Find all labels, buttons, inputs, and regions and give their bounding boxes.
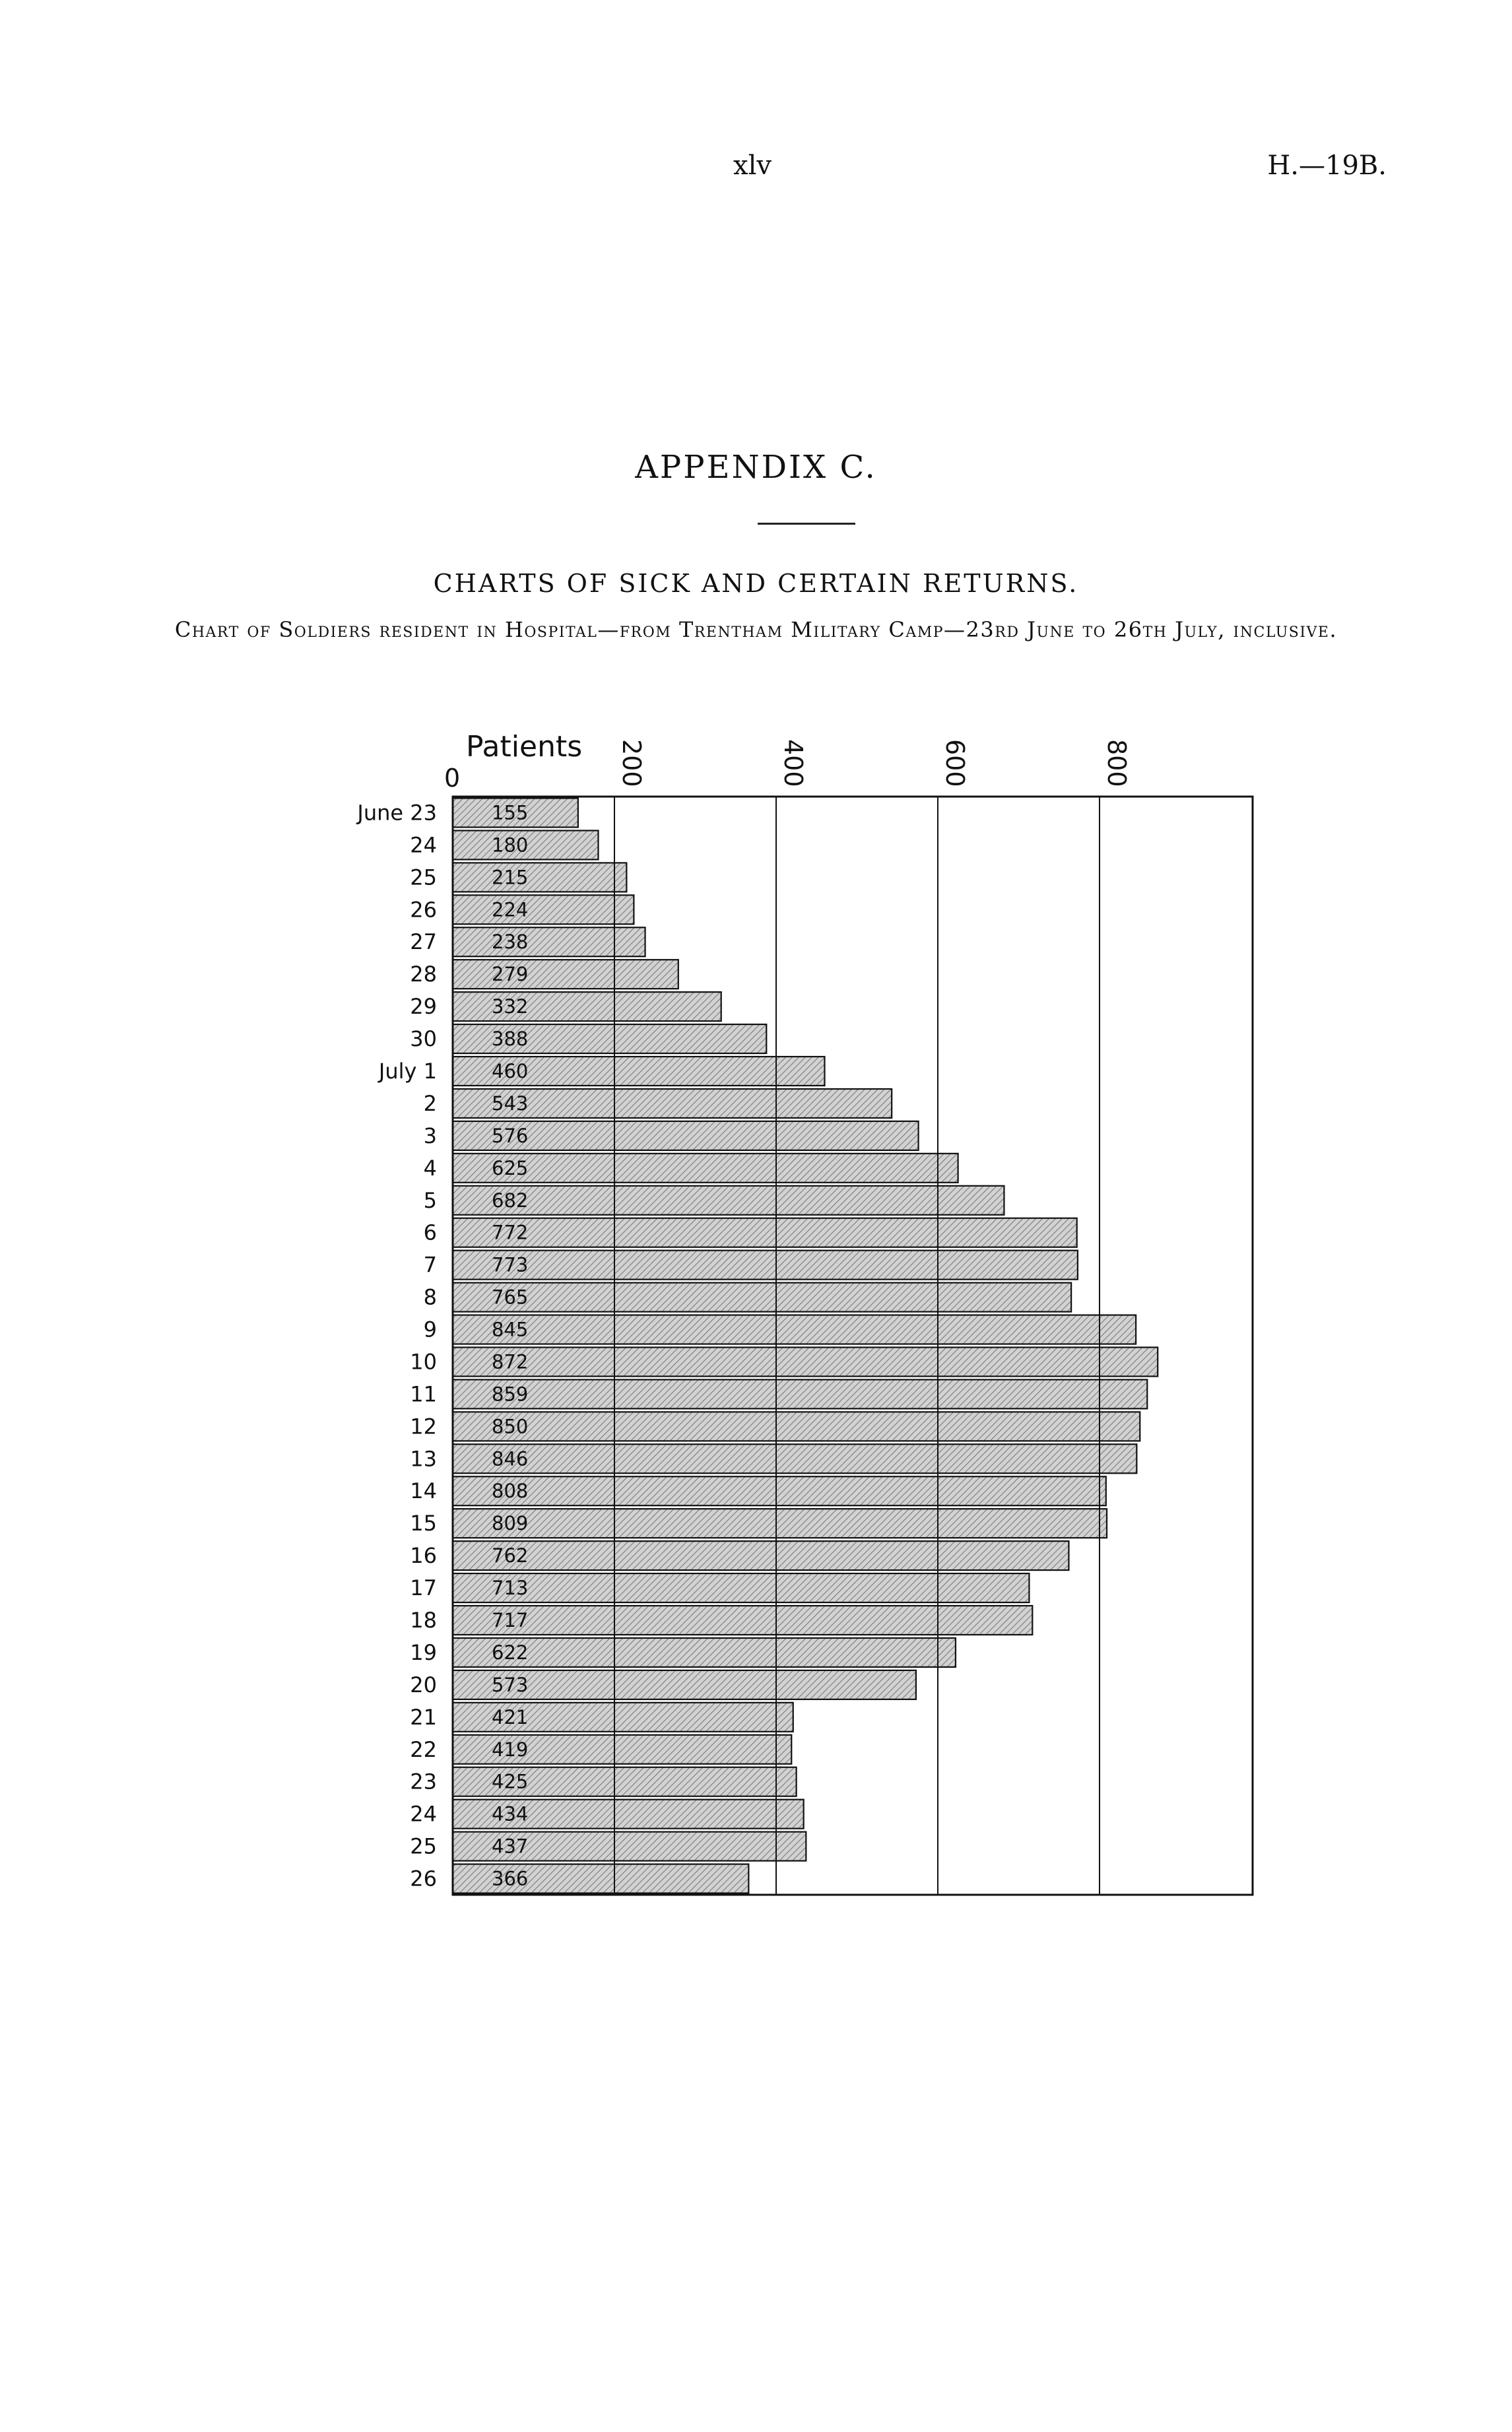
x-tick-label: 200 — [617, 739, 646, 787]
value-label: 622 — [492, 1641, 529, 1664]
value-label: 238 — [492, 931, 529, 954]
bar — [453, 1251, 1078, 1280]
value-label: 388 — [492, 1028, 529, 1051]
y-category-label: 21 — [410, 1704, 437, 1730]
value-label: 765 — [492, 1286, 529, 1309]
value-label: 421 — [492, 1705, 529, 1728]
x-tick-label: 0 — [444, 764, 461, 793]
value-label: 808 — [492, 1480, 529, 1503]
value-label: 279 — [492, 963, 529, 986]
y-category-label: 11 — [410, 1381, 437, 1407]
chart-title: Chart of Soldiers resident in Hospital—from Trentham Military Camp—23rd June to 26th July, inclusive. — [174, 617, 1338, 642]
value-label: 425 — [492, 1770, 529, 1793]
bar — [453, 1218, 1077, 1247]
value-label: 576 — [492, 1124, 529, 1147]
y-category-label: 29 — [410, 994, 437, 1020]
bar — [453, 1509, 1107, 1538]
value-label: 434 — [492, 1802, 529, 1825]
y-category-label: 16 — [410, 1543, 437, 1569]
axis-title: Patients — [466, 730, 583, 764]
y-category-label: 19 — [410, 1639, 437, 1665]
bar — [453, 1283, 1071, 1312]
y-category-label: 7 — [423, 1252, 437, 1278]
bar — [453, 1606, 1032, 1635]
y-category-label: 24 — [410, 1801, 437, 1827]
value-label: 366 — [492, 1867, 529, 1890]
value-label: 332 — [492, 995, 529, 1018]
value-label: 682 — [492, 1189, 529, 1212]
y-category-label: June 23 — [357, 800, 437, 826]
bar — [453, 1315, 1136, 1344]
y-category-label: 25 — [410, 1833, 437, 1859]
y-category-label: 14 — [410, 1478, 437, 1504]
bar — [453, 1444, 1136, 1473]
y-category-label: 30 — [410, 1026, 437, 1052]
value-label: 717 — [492, 1609, 529, 1631]
y-category-label: 24 — [410, 832, 437, 858]
bar — [453, 1379, 1147, 1408]
y-category-label: 28 — [410, 962, 437, 987]
value-label: 180 — [492, 834, 529, 857]
y-category-label: 8 — [423, 1284, 437, 1310]
bar — [453, 1348, 1158, 1377]
y-category-label: 9 — [423, 1317, 437, 1342]
value-label: 859 — [492, 1383, 529, 1406]
y-category-label: 18 — [410, 1608, 437, 1633]
value-label: 625 — [492, 1156, 529, 1179]
bar — [453, 1186, 1004, 1215]
value-label: 419 — [492, 1738, 529, 1761]
bar — [453, 1573, 1029, 1602]
y-category-label: July 1 — [378, 1059, 437, 1084]
bar — [453, 1541, 1068, 1570]
y-category-label: 3 — [423, 1123, 437, 1148]
appendix-title: APPENDIX C. — [635, 449, 877, 486]
y-category-label: 15 — [410, 1511, 437, 1536]
value-label: 437 — [492, 1835, 529, 1858]
value-label: 772 — [492, 1221, 529, 1244]
value-label: 224 — [492, 898, 529, 921]
y-category-label: 22 — [410, 1736, 437, 1762]
section-heading: CHARTS OF SICK AND CERTAIN RETURNS. — [433, 569, 1079, 598]
y-category-label: 17 — [410, 1575, 437, 1601]
value-label: 846 — [492, 1447, 529, 1470]
value-label: 809 — [492, 1512, 529, 1535]
bar — [453, 863, 626, 892]
y-category-label: 26 — [410, 1866, 437, 1891]
y-category-label: 5 — [423, 1187, 437, 1213]
bar — [453, 1154, 958, 1183]
bar — [453, 960, 678, 989]
y-category-label: 26 — [410, 897, 437, 923]
value-label: 713 — [492, 1577, 529, 1600]
document-reference: H.—19B. — [1267, 150, 1387, 181]
bar — [453, 1412, 1140, 1441]
bar — [453, 927, 645, 956]
y-category-label: 23 — [410, 1769, 437, 1794]
y-category-label: 27 — [410, 929, 437, 955]
value-label: 872 — [492, 1350, 529, 1373]
y-category-label: 4 — [423, 1155, 437, 1181]
value-label: 155 — [492, 801, 529, 824]
y-category-label: 12 — [410, 1414, 437, 1439]
value-label: 573 — [492, 1673, 529, 1696]
value-label: 460 — [492, 1060, 529, 1082]
y-category-label: 25 — [410, 865, 437, 890]
value-label: 845 — [492, 1318, 529, 1341]
value-label: 773 — [492, 1253, 529, 1276]
value-label: 543 — [492, 1092, 529, 1115]
value-label: 762 — [492, 1544, 529, 1567]
value-label: 215 — [492, 866, 529, 889]
y-category-label: 20 — [410, 1672, 437, 1697]
y-category-label: 2 — [423, 1090, 437, 1116]
bar — [453, 895, 634, 924]
y-category-label: 10 — [410, 1349, 437, 1375]
bar — [453, 1476, 1106, 1505]
y-category-label: 6 — [423, 1220, 437, 1245]
y-category-label: 13 — [410, 1446, 437, 1472]
page-number: xlv — [733, 150, 772, 181]
x-tick-label: 400 — [779, 739, 808, 787]
x-tick-label: 800 — [1102, 739, 1131, 787]
x-tick-label: 600 — [940, 739, 970, 787]
value-label: 850 — [492, 1415, 529, 1438]
